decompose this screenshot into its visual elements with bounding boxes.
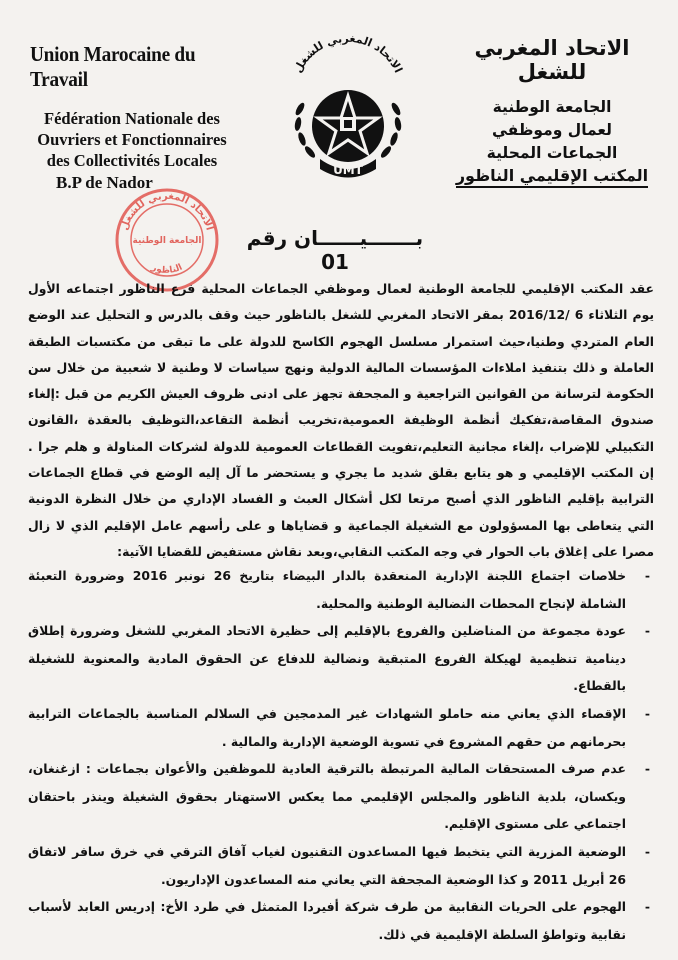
svg-text:الاتحاد المغربي للشغل <box>291 32 405 75</box>
federation-ar-line: لعمال وموظفي <box>491 121 612 139</box>
stamp-center-text: الجامعة الوطنية <box>132 236 202 246</box>
federation-fr-line: des Collectivités Locales <box>46 151 218 170</box>
list-item: - الوضعية المزرية التي يتخبط فيها المساعدون التقنيون لغياب آفاق الترقي في خرق سافر لاتفاق 26 أبريل 2011 و كذا الوضعية المجحفة التي يعاني منه المساعدون الإداريون. <box>28 838 654 893</box>
union-name-ar: الاتحاد المغربي للشغل <box>474 36 630 84</box>
statement-body: عقد المكتب الإقليمي للجامعة الوطنية لعمال وموظفي الجماعات المحلية فرع الناظور اجتماعه الأول يوم الثلاثاء 6 /2016/12 بمقر الاتحاد المغربي للشغل بالناظور حيث وقف بالدرس و التحليل عند الوضع العام المتردي وطنيا،حيث استمرار مسلسل الهجوم الكاسح للدولة على ما تبقى من مكتسبات الطبقة العاملة و ذلك بتنفيذ املاءات المؤسسات المالية الدولية ونهج سياسات لا وطنية لا شعبية من خلال سن الحكومة لترسانة من القوانين التراجعية و المجحفة تجهز على ادنى ظروف العيش الكريم من قبل :إلغاء صندوق المقاصة،تفكيك أنظمة الوظيفة العمومية،تخريب أنظمة التقاعد،التوظيف بالعقدة ،القانون التكبيلي للإضراب ،إلغاء مجانية التعليم،تفويت القطاعات العمومية للدولة لشركات المناولة و هلم جرا . إن المكتب الإقليمي و هو يتابع بقلق شديد ما يجري و يستحضر ما آل إليه الوضع في قطاع الجماعات الترابية بإقليم الناظور الذي أصبح مرتعا لكل أشكال العبث و الفساد الإداري من خلال النظرة الدونية التي يتعاطى بها المسؤولون مع الشغيلة الجماعية و قضاياها و على رأسهم عامل الإقليم الذي لا زال مصرا على إغلاق باب الحوار في وجه المكتب النقابي،وبعد نقاش مستفيض للقضايا الآتية: <box>28 281 655 559</box>
federation-ar-line: الجامعة الوطنية <box>492 98 612 116</box>
stamp-arc-text: الاتحاد المغربي للشغل <box>119 190 215 232</box>
federation-fr-line: Fédération Nationale des <box>44 109 220 128</box>
federation-fr <box>14 108 250 171</box>
stamp-bottom-text: الناظور <box>149 262 185 276</box>
po-box-label: B.P de Nador <box>56 173 153 192</box>
federation-ar <box>442 96 662 165</box>
regional-office-ar: المكتب الإقليمي الناظور <box>456 166 648 188</box>
list-item: - عودة مجموعة من المناضلين والفروع بالإقليم إلى حظيرة الاتحاد المغربي للشغل وضرورة إطلاق دينامية تنظيمية لهيكلة الفروع المتبقية ونضالية للدفاع عن الحقوق المادية والمعنوية للشغيلة بالقطاع. <box>28 617 654 700</box>
list-item: - الهجوم على الحريات النقابية من طرف شركة أفيردا المتمثل في طرد الأخ: إدريس العابد لأسباب نقابية وتواطؤ السلطة الإقليمية في ذلك. <box>28 893 654 948</box>
union-name-fr: Union Marocaine du Travail <box>30 42 196 91</box>
federation-fr-line: Ouvriers et Fonctionnaires <box>37 130 227 149</box>
logo-arc-text: الاتحاد المغربي للشغل <box>291 31 405 75</box>
federation-ar-line: الجماعات المحلية <box>486 144 618 162</box>
list-item: - الإقصاء الذي يعاني منه حاملو الشهادات غير المدمجين في السلالم المناسبة بالجماعات الترابية بحرمانهم من حقهم المشروع في تسوية الوضعية الإدارية والمالية . <box>28 700 654 755</box>
list-item: - خلاصات اجتماع اللجنة الإدارية المنعقدة بالدار البيضاء بتاريخ 26 نونبر 2016 وضرورة التعبئة الشاملة لإنجاح المحطات النضالية الوطنية والمحلية. <box>28 562 654 617</box>
umt-logo <box>278 14 418 184</box>
list-item: - عدم صرف المستحقات المالية المرتبطة بالترقية العادية للموظفين والأعوان بجماعات : ازغنغان، ويكسان، بلدية الناظور والمجلس الإقليمي مما يعكس الاستهتار بحقوق الشغيلة وينذر باحتقان اجتماعي على مستوى الإقليم. <box>28 755 654 838</box>
issues-list <box>28 562 654 948</box>
header-arabic <box>442 36 662 188</box>
header-french <box>20 42 250 193</box>
statement-title: بـــــــيــــــان رقم 01 <box>246 226 424 274</box>
logo-abbr: UMT <box>333 163 363 177</box>
